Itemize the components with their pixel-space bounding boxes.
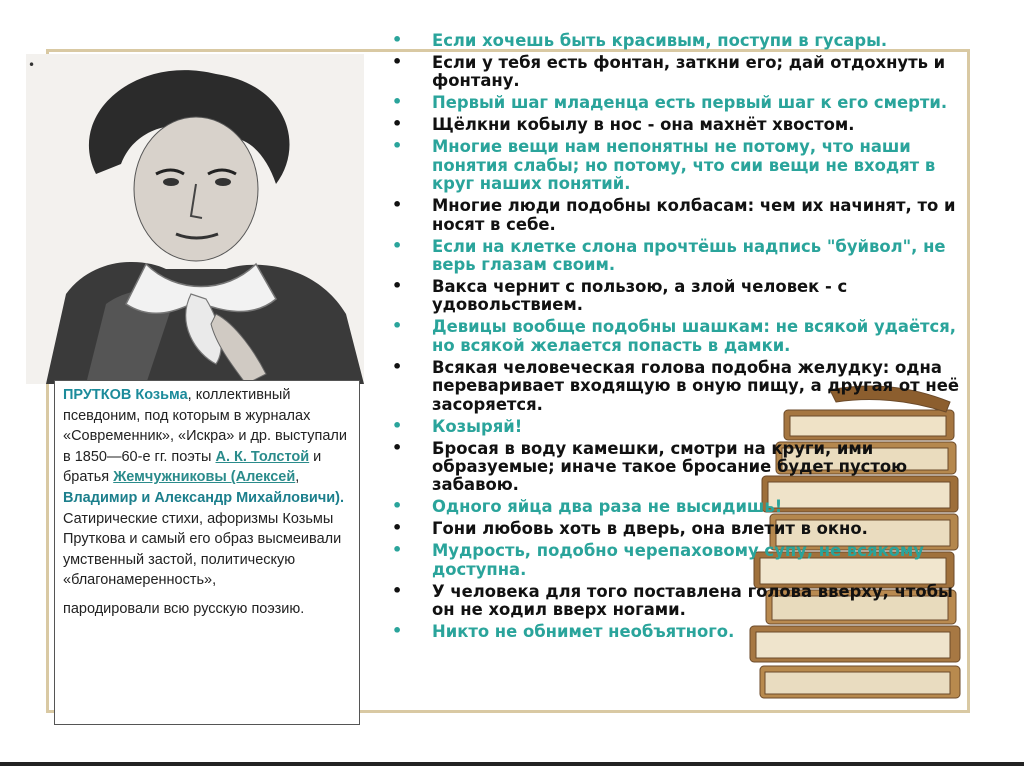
portrait-image: [26, 54, 364, 384]
aphorism-text: У человека для того поставлена голова вверху, чтобы он не ходил вверх ногами.: [432, 581, 953, 620]
bullet-icon: •: [392, 136, 403, 156]
bullet-icon: •: [392, 235, 403, 255]
bio-paragraph-2: Сатирические стихи, афоризмы Козьмы Пруткова и самый его образ высмеивали умственный застой, политическую «благонамеренность»,: [63, 510, 342, 589]
bullet-icon: •: [392, 316, 403, 336]
aphorism-item: [392, 116, 972, 134]
bio-paragraph-3: пародировали всю русскую поэзию.: [63, 600, 305, 617]
bullet-icon: •: [392, 496, 403, 516]
bio-name: ПРУТКОВ Козьма: [63, 387, 188, 403]
aphorism-text: Первый шаг младенца есть первый шаг к его смерти.: [432, 93, 948, 113]
aphorism-text: Одного яйца два раза не высидишь!: [432, 497, 783, 517]
aphorism-text: Гони любовь хоть в дверь, она влетит в окно.: [432, 519, 868, 539]
aphorism-item: [392, 197, 972, 234]
aphorism-text: Если на клетке слона прочтёшь надпись "буйвол", не верь глазам своим.: [432, 236, 946, 275]
aphorism-text: Бросая в воду камешки, смотри на круги, ими образуемые; иначе такое бросание будет пустою забавою.: [432, 438, 908, 495]
bullet-icon: •: [392, 437, 403, 457]
bullet-icon: •: [392, 114, 403, 134]
bullet-icon: •: [392, 415, 403, 435]
aphorism-text: Никто не обнимет необъятного.: [432, 622, 735, 642]
bullet-icon: •: [392, 52, 403, 71]
bio-and-brothers: и братья: [63, 448, 322, 486]
bullet-icon: •: [392, 540, 403, 560]
bio-brothers-rest: Владимир и Александр Михайловичи).: [63, 489, 345, 506]
aphorism-item: [392, 138, 972, 193]
aphorism-item: [392, 520, 972, 538]
bio-box: [54, 380, 360, 725]
bullet-icon: •: [392, 30, 403, 49]
aphorism-item: [392, 235, 972, 275]
aphorism-item: [392, 94, 972, 112]
aphorism-item: [392, 318, 972, 355]
aphorism-list: [392, 32, 972, 645]
aphorism-text: Вакса чернит с пользою, а злой человек - с удовольствием.: [432, 277, 848, 315]
link-zhemchuzhnikovy[interactable]: Жемчужниковы (Алексей: [113, 469, 296, 486]
aphorism-item: [392, 356, 972, 414]
aphorism-text: Многие люди подобны колбасам: чем их начинят, то и носят в себе.: [432, 196, 956, 234]
bullet-icon: •: [392, 195, 403, 215]
aphorism-text: Если хочешь быть красивым, поступи в гусары.: [432, 31, 888, 50]
aphorism-item: [392, 580, 972, 620]
aphorism-text: Если у тебя есть фонтан, заткни его; дай отдохнуть и фонтану.: [432, 53, 946, 91]
bullet-icon: •: [392, 356, 403, 376]
aphorism-item: [392, 32, 972, 50]
link-tolstoy[interactable]: А. К. Толстой: [215, 448, 310, 465]
aphorism-item: [392, 542, 972, 579]
bullet-icon: •: [392, 621, 403, 641]
aphorism-item: [392, 54, 972, 91]
bullet-icon: •: [392, 276, 403, 296]
bio-comma: ,: [295, 469, 300, 486]
aphorism-item: [392, 278, 972, 315]
aphorism-item: [392, 623, 972, 641]
bullet-icon: •: [392, 518, 403, 538]
aphorism-text: Мудрость, подобно черепаховому супу, не всякому доступна.: [432, 541, 924, 579]
aphorism-text: Девицы вообще подобны шашкам: не всякой удаётся, но всякой желается попасть в дамки.: [432, 317, 957, 355]
aphorism-item: [392, 415, 972, 436]
aphorism-text: Щёлкни кобылу в нос - она махнёт хвостом.: [432, 115, 855, 135]
aphorism-item: [392, 437, 972, 495]
stray-bullet-icon: •: [28, 58, 36, 72]
bullet-icon: •: [392, 580, 403, 600]
bullet-icon: •: [392, 92, 403, 112]
bio-intro: , коллективный псевдоним, под которым в журналах «Современник», «Искра» и др. выступали в 1850—60-е гг. поэты: [63, 387, 347, 465]
aphorism-text: Козыряй!: [432, 416, 523, 436]
aphorism-item: [392, 498, 972, 516]
aphorism-text: Всякая человеческая голова подобна желудку: одна переваривает входящую в оную пищу, а другая от неё засоряется.: [432, 357, 959, 414]
aphorism-text: Многие вещи нам непонятны не потому, что наши понятия слабы; но потому, что сии вещи не входят в круг наших понятий.: [432, 137, 936, 194]
bottom-rule: [0, 762, 1024, 766]
